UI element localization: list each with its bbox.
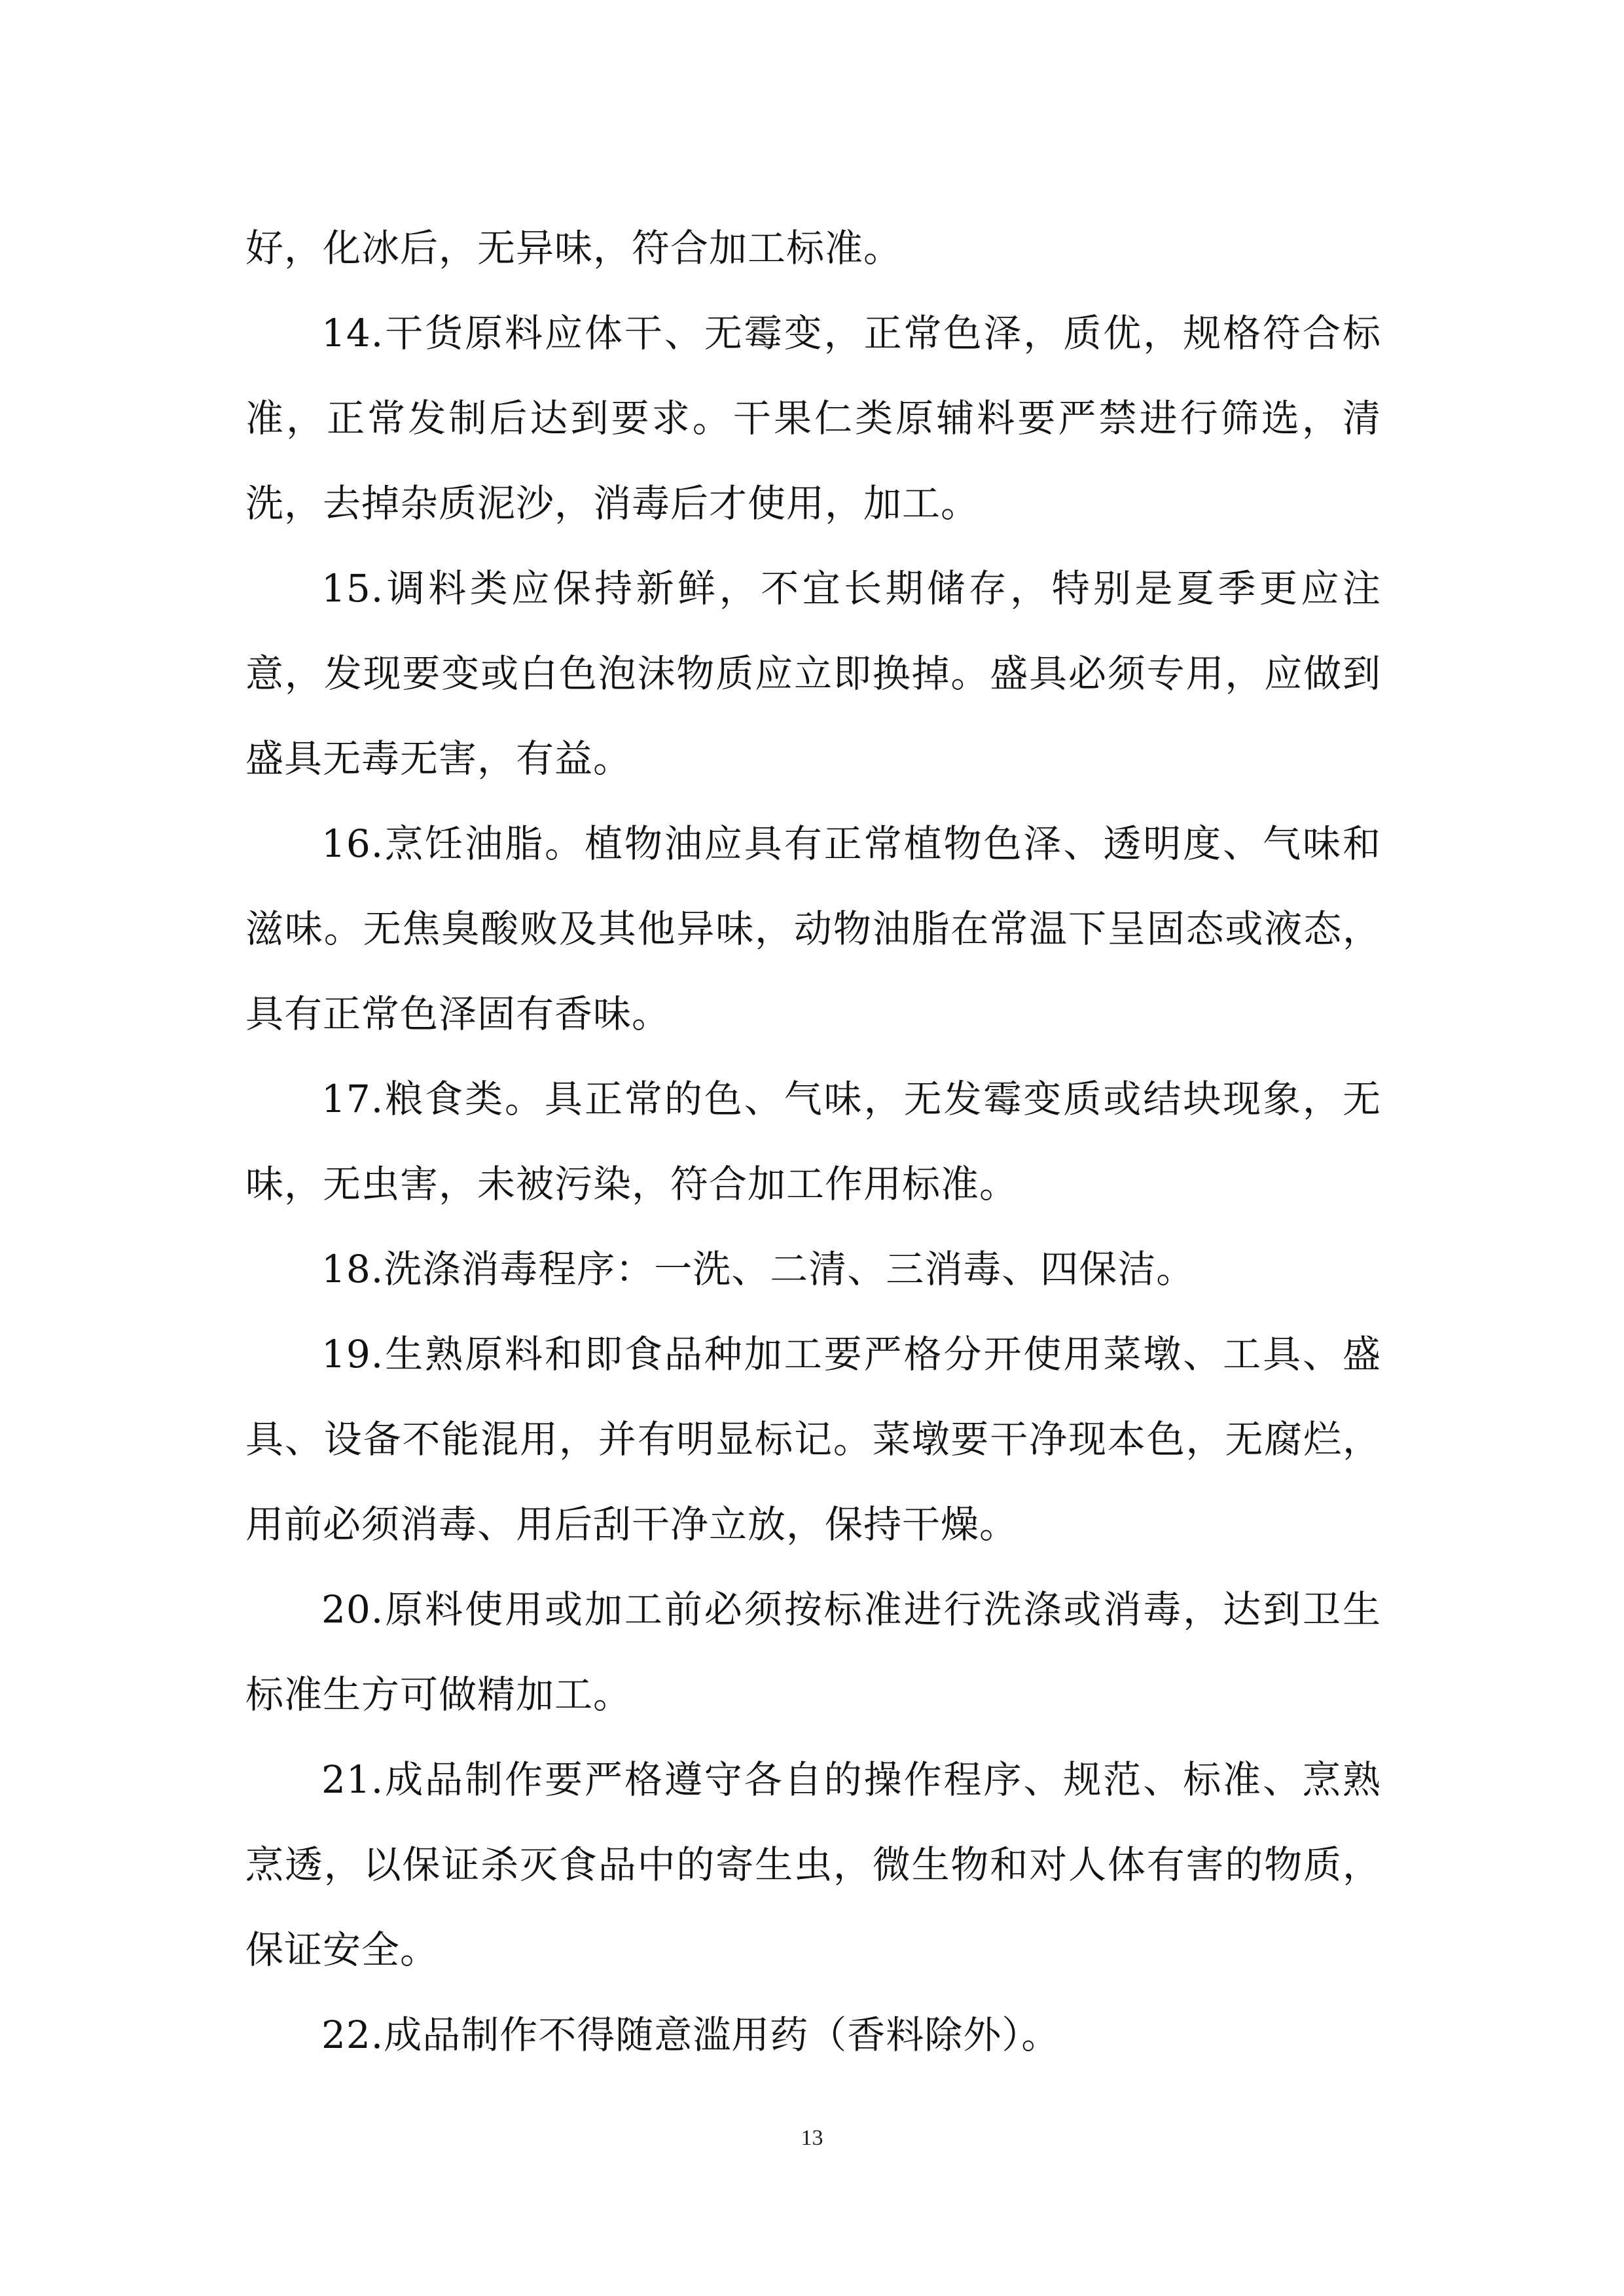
paragraph-item-19: 19.生熟原料和即食品种加工要严格分开使用菜墩、工具、盛具、设备不能混用，并有明显标记。菜墩要干净现本色，无腐烂，用前必须消毒、用后刮干净立放，保持干燥。 [245,1332,1381,1547]
paragraph-item-16: 16.烹饪油脂。植物油应具有正常植物色泽、透明度、气味和滋味。无焦臭酸败及其他异味，动物油脂在常温下呈固态或液态，具有正常色泽固有香味。 [245,821,1381,1036]
page-number: 13 [801,2126,823,2150]
paragraph-item-14: 14.干货原料应体干、无霉变，正常色泽，质优，规格符合标准，正常发制后达到要求。干果仁类原辅料要严禁进行筛选，清洗，去掉杂质泥沙，消毒后才使用，加工。 [245,311,1381,526]
paragraph-item-15: 15.调料类应保持新鲜，不宜长期储存，特别是夏季更应注意，发现要变或白色泡沫物质应立即换掉。盛具必须专用，应做到盛具无毒无害，有益。 [245,566,1381,781]
paragraph-item-17: 17.粮食类。具正常的色、气味，无发霉变质或结块现象，无味，无虫害，未被污染，符合加工作用标准。 [245,1077,1381,1206]
paragraph-item-18: 18.洗涤消毒程序：一洗、二清、三消毒、四保洁。 [321,1247,1195,1291]
body-text [245,206,1381,2077]
paragraph-item-22: 22.成品制作不得随意滥用药（香料除外）。 [321,2013,1060,2057]
paragraph-item-20: 20.原料使用或加工前必须按标准进行洗涤或消毒，达到卫生标准生方可做精加工。 [245,1587,1381,1717]
paragraph-continuation: 好，化冰后，无异味，符合加工标准。 [245,226,903,270]
paragraph-item-21: 21.成品制作要严格遵守各自的操作程序、规范、标准、烹熟烹透，以保证杀灭食品中的寄生虫，微生物和对人体有害的物质，保证安全。 [245,1757,1381,1972]
